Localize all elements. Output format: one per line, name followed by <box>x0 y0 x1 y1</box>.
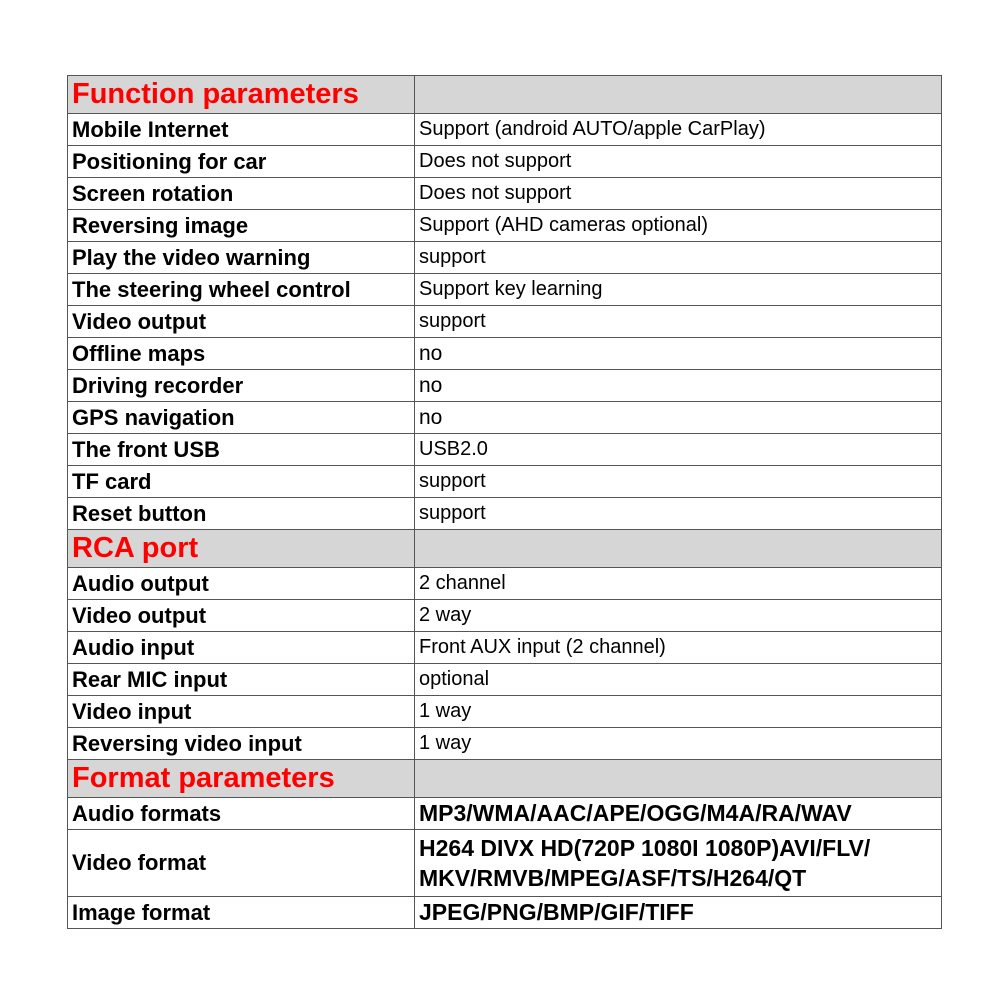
table-row <box>68 434 942 466</box>
section-header-function <box>68 76 942 114</box>
row-label: Rear MIC input <box>68 664 415 696</box>
row-label: GPS navigation <box>68 402 415 434</box>
section-title: Format parameters <box>68 760 415 798</box>
section-title: Function parameters <box>68 76 415 114</box>
row-label: Audio formats <box>68 798 415 830</box>
section-header-blank <box>415 760 942 798</box>
table-row <box>68 114 942 146</box>
row-label: Audio output <box>68 568 415 600</box>
row-value: Support (AHD cameras optional) <box>415 210 942 242</box>
row-label: Video input <box>68 696 415 728</box>
row-label: Audio input <box>68 632 415 664</box>
row-value: Support (android AUTO/apple CarPlay) <box>415 114 942 146</box>
row-label: Positioning for car <box>68 146 415 178</box>
row-value: support <box>415 466 942 498</box>
table-row <box>68 498 942 530</box>
table-row <box>68 242 942 274</box>
row-label: The front USB <box>68 434 415 466</box>
row-value: support <box>415 498 942 530</box>
table-row <box>68 696 942 728</box>
table-row <box>68 306 942 338</box>
row-label: TF card <box>68 466 415 498</box>
table-row <box>68 402 942 434</box>
row-label: Reversing image <box>68 210 415 242</box>
row-label: Reset button <box>68 498 415 530</box>
row-value: no <box>415 370 942 402</box>
row-value: support <box>415 242 942 274</box>
table-row <box>68 274 942 306</box>
row-value: no <box>415 402 942 434</box>
row-value: Front AUX input (2 channel) <box>415 632 942 664</box>
row-value: 1 way <box>415 728 942 760</box>
row-value: Does not support <box>415 178 942 210</box>
spec-table <box>67 75 942 929</box>
table-row <box>68 600 942 632</box>
row-value: Does not support <box>415 146 942 178</box>
row-value: USB2.0 <box>415 434 942 466</box>
row-value: Support key learning <box>415 274 942 306</box>
row-label: Play the video warning <box>68 242 415 274</box>
row-label: Reversing video input <box>68 728 415 760</box>
section-header-format <box>68 760 942 798</box>
row-label: Screen rotation <box>68 178 415 210</box>
table-row <box>68 897 942 929</box>
table-row <box>68 146 942 178</box>
table-row <box>68 338 942 370</box>
row-value: MP3/WMA/AAC/APE/OGG/M4A/RA/WAV <box>415 798 942 830</box>
row-label: Offline maps <box>68 338 415 370</box>
row-value: 2 way <box>415 600 942 632</box>
row-value: support <box>415 306 942 338</box>
row-value: no <box>415 338 942 370</box>
row-label: Video output <box>68 306 415 338</box>
section-header-blank <box>415 76 942 114</box>
row-label: Driving recorder <box>68 370 415 402</box>
table-row <box>68 632 942 664</box>
table-row <box>68 830 942 897</box>
row-value: optional <box>415 664 942 696</box>
section-title: RCA port <box>68 530 415 568</box>
table-row <box>68 568 942 600</box>
table-row <box>68 210 942 242</box>
row-label: Mobile Internet <box>68 114 415 146</box>
table-row <box>68 178 942 210</box>
table-row <box>68 370 942 402</box>
table-row <box>68 466 942 498</box>
row-label: Video output <box>68 600 415 632</box>
table-row <box>68 664 942 696</box>
row-value: H264 DIVX HD(720P 1080I 1080P)AVI/FLV/ MKV/RMVB/MPEG/ASF/TS/H264/QT <box>415 830 942 897</box>
section-header-rca <box>68 530 942 568</box>
row-label: Image format <box>68 897 415 929</box>
table-row <box>68 798 942 830</box>
row-value: JPEG/PNG/BMP/GIF/TIFF <box>415 897 942 929</box>
row-label: Video format <box>68 830 415 897</box>
row-value: 1 way <box>415 696 942 728</box>
section-header-blank <box>415 530 942 568</box>
table-row <box>68 728 942 760</box>
row-label: The steering wheel control <box>68 274 415 306</box>
row-value: 2 channel <box>415 568 942 600</box>
